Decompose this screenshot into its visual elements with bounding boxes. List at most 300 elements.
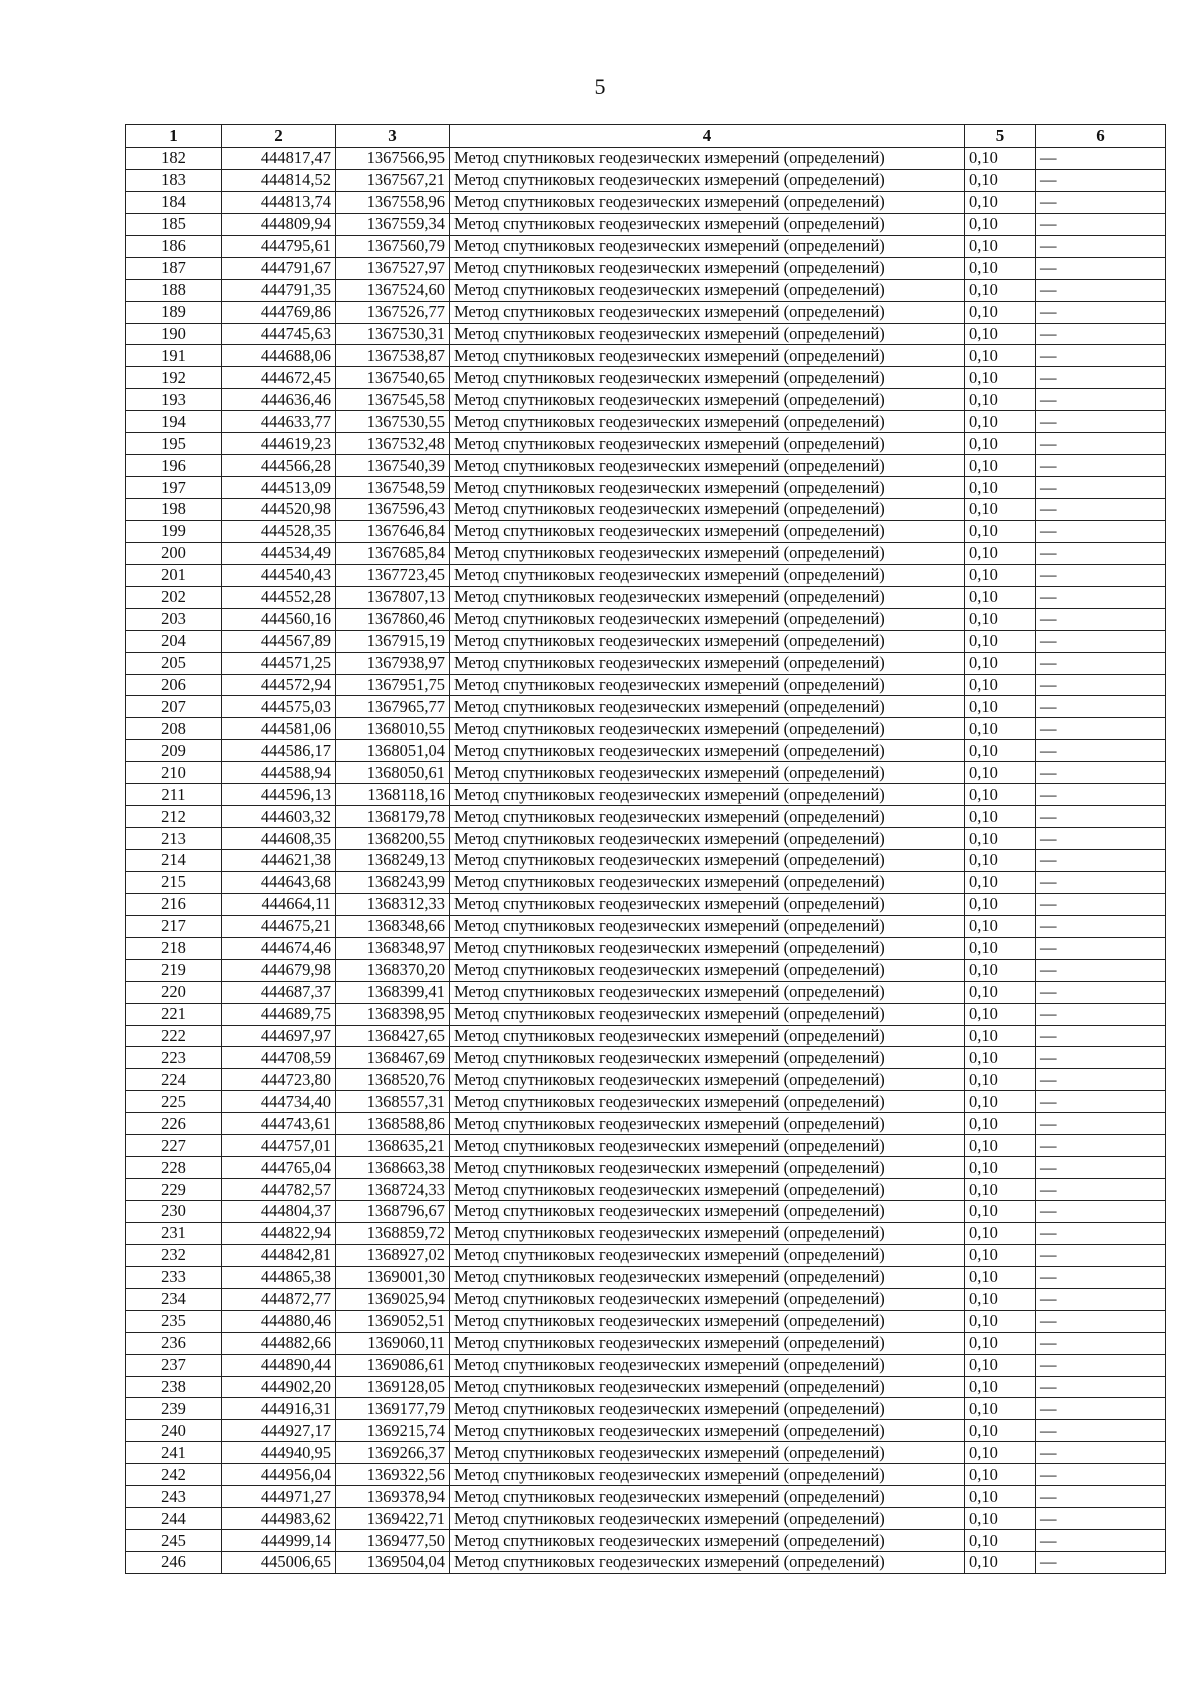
accuracy-cell: 0,10 xyxy=(965,871,1036,893)
method-cell: Метод спутниковых геодезических измерений (определений) xyxy=(450,1354,965,1376)
x-coordinate-cell: 444596,13 xyxy=(222,784,336,806)
x-coordinate-cell: 444560,16 xyxy=(222,608,336,630)
method-cell: Метод спутниковых геодезических измерений (определений) xyxy=(450,169,965,191)
point-number-cell: 241 xyxy=(126,1442,222,1464)
method-cell: Метод спутниковых геодезических измерений (определений) xyxy=(450,564,965,586)
point-number-cell: 186 xyxy=(126,235,222,257)
method-cell: Метод спутниковых геодезических измерений (определений) xyxy=(450,1157,965,1179)
x-coordinate-cell: 444575,03 xyxy=(222,696,336,718)
note-cell: — xyxy=(1036,191,1166,213)
x-coordinate-cell: 444872,77 xyxy=(222,1288,336,1310)
column-header-6: 6 xyxy=(1036,125,1166,148)
table-row xyxy=(126,806,1166,828)
y-coordinate-cell: 1367548,59 xyxy=(336,477,450,499)
y-coordinate-cell: 1367540,65 xyxy=(336,367,450,389)
accuracy-cell: 0,10 xyxy=(965,1464,1036,1486)
method-cell: Метод спутниковых геодезических измерений (определений) xyxy=(450,1486,965,1508)
method-cell: Метод спутниковых геодезических измерений (определений) xyxy=(450,937,965,959)
table-row xyxy=(126,718,1166,740)
method-cell: Метод спутниковых геодезических измерений (определений) xyxy=(450,213,965,235)
x-coordinate-cell: 444880,46 xyxy=(222,1310,336,1332)
accuracy-cell: 0,10 xyxy=(965,1420,1036,1442)
table-row xyxy=(126,301,1166,323)
point-number-cell: 199 xyxy=(126,520,222,542)
point-number-cell: 227 xyxy=(126,1135,222,1157)
y-coordinate-cell: 1367567,21 xyxy=(336,169,450,191)
x-coordinate-cell: 444743,61 xyxy=(222,1113,336,1135)
point-number-cell: 187 xyxy=(126,257,222,279)
accuracy-cell: 0,10 xyxy=(965,1179,1036,1201)
point-number-cell: 184 xyxy=(126,191,222,213)
y-coordinate-cell: 1367526,77 xyxy=(336,301,450,323)
method-cell: Метод спутниковых геодезических измерений (определений) xyxy=(450,301,965,323)
table-row xyxy=(126,740,1166,762)
point-number-cell: 242 xyxy=(126,1464,222,1486)
point-number-cell: 207 xyxy=(126,696,222,718)
point-number-cell: 204 xyxy=(126,630,222,652)
table-row xyxy=(126,1442,1166,1464)
note-cell: — xyxy=(1036,1069,1166,1091)
table-row xyxy=(126,1201,1166,1223)
x-coordinate-cell: 444971,27 xyxy=(222,1486,336,1508)
accuracy-cell: 0,10 xyxy=(965,981,1036,1003)
x-coordinate-cell: 444902,20 xyxy=(222,1376,336,1398)
point-number-cell: 198 xyxy=(126,499,222,521)
y-coordinate-cell: 1368370,20 xyxy=(336,959,450,981)
accuracy-cell: 0,10 xyxy=(965,1222,1036,1244)
method-cell: Метод спутниковых геодезических измерений (определений) xyxy=(450,871,965,893)
note-cell: — xyxy=(1036,367,1166,389)
accuracy-cell: 0,10 xyxy=(965,279,1036,301)
method-cell: Метод спутниковых геодезических измерений (определений) xyxy=(450,1332,965,1354)
table-row xyxy=(126,1288,1166,1310)
accuracy-cell: 0,10 xyxy=(965,674,1036,696)
y-coordinate-cell: 1369504,04 xyxy=(336,1552,450,1574)
y-coordinate-cell: 1369266,37 xyxy=(336,1442,450,1464)
note-cell: — xyxy=(1036,959,1166,981)
y-coordinate-cell: 1367538,87 xyxy=(336,345,450,367)
coordinates-table xyxy=(125,124,1166,1574)
method-cell: Метод спутниковых геодезических измерений (определений) xyxy=(450,542,965,564)
point-number-cell: 190 xyxy=(126,323,222,345)
accuracy-cell: 0,10 xyxy=(965,235,1036,257)
point-number-cell: 211 xyxy=(126,784,222,806)
table-row xyxy=(126,564,1166,586)
accuracy-cell: 0,10 xyxy=(965,1508,1036,1530)
point-number-cell: 183 xyxy=(126,169,222,191)
point-number-cell: 189 xyxy=(126,301,222,323)
method-cell: Метод спутниковых геодезических измерений (определений) xyxy=(450,345,965,367)
note-cell: — xyxy=(1036,740,1166,762)
table-row xyxy=(126,1091,1166,1113)
note-cell: — xyxy=(1036,169,1166,191)
x-coordinate-cell: 444795,61 xyxy=(222,235,336,257)
note-cell: — xyxy=(1036,1266,1166,1288)
y-coordinate-cell: 1368588,86 xyxy=(336,1113,450,1135)
x-coordinate-cell: 444687,37 xyxy=(222,981,336,1003)
x-coordinate-cell: 444782,57 xyxy=(222,1179,336,1201)
note-cell: — xyxy=(1036,762,1166,784)
note-cell: — xyxy=(1036,1025,1166,1047)
accuracy-cell: 0,10 xyxy=(965,1113,1036,1135)
point-number-cell: 220 xyxy=(126,981,222,1003)
y-coordinate-cell: 1368796,67 xyxy=(336,1201,450,1223)
x-coordinate-cell: 444809,94 xyxy=(222,213,336,235)
x-coordinate-cell: 444708,59 xyxy=(222,1047,336,1069)
method-cell: Метод спутниковых геодезических измерений (определений) xyxy=(450,981,965,1003)
table-row xyxy=(126,1003,1166,1025)
table-row xyxy=(126,871,1166,893)
table-row xyxy=(126,1464,1166,1486)
note-cell: — xyxy=(1036,871,1166,893)
accuracy-cell: 0,10 xyxy=(965,499,1036,521)
column-header-3: 3 xyxy=(336,125,450,148)
x-coordinate-cell: 444674,46 xyxy=(222,937,336,959)
accuracy-cell: 0,10 xyxy=(965,586,1036,608)
note-cell: — xyxy=(1036,455,1166,477)
point-number-cell: 224 xyxy=(126,1069,222,1091)
y-coordinate-cell: 1367646,84 xyxy=(336,520,450,542)
point-number-cell: 201 xyxy=(126,564,222,586)
point-number-cell: 191 xyxy=(126,345,222,367)
table-row xyxy=(126,542,1166,564)
y-coordinate-cell: 1368557,31 xyxy=(336,1091,450,1113)
table-row xyxy=(126,1157,1166,1179)
method-cell: Метод спутниковых геодезических измерений (определений) xyxy=(450,279,965,301)
y-coordinate-cell: 1367951,75 xyxy=(336,674,450,696)
note-cell: — xyxy=(1036,279,1166,301)
x-coordinate-cell: 444956,04 xyxy=(222,1464,336,1486)
method-cell: Метод спутниковых геодезических измерений (определений) xyxy=(450,1091,965,1113)
accuracy-cell: 0,10 xyxy=(965,1244,1036,1266)
accuracy-cell: 0,10 xyxy=(965,345,1036,367)
point-number-cell: 229 xyxy=(126,1179,222,1201)
table-row xyxy=(126,235,1166,257)
y-coordinate-cell: 1368398,95 xyxy=(336,1003,450,1025)
method-cell: Метод спутниковых геодезических измерений (определений) xyxy=(450,1376,965,1398)
method-cell: Метод спутниковых геодезических измерений (определений) xyxy=(450,1201,965,1223)
table-row xyxy=(126,1047,1166,1069)
point-number-cell: 215 xyxy=(126,871,222,893)
point-number-cell: 221 xyxy=(126,1003,222,1025)
point-number-cell: 225 xyxy=(126,1091,222,1113)
point-number-cell: 244 xyxy=(126,1508,222,1530)
x-coordinate-cell: 444734,40 xyxy=(222,1091,336,1113)
y-coordinate-cell: 1367723,45 xyxy=(336,564,450,586)
accuracy-cell: 0,10 xyxy=(965,477,1036,499)
x-coordinate-cell: 444672,45 xyxy=(222,367,336,389)
point-number-cell: 208 xyxy=(126,718,222,740)
accuracy-cell: 0,10 xyxy=(965,389,1036,411)
x-coordinate-cell: 444814,52 xyxy=(222,169,336,191)
x-coordinate-cell: 444983,62 xyxy=(222,1508,336,1530)
x-coordinate-cell: 444723,80 xyxy=(222,1069,336,1091)
x-coordinate-cell: 444689,75 xyxy=(222,1003,336,1025)
method-cell: Метод спутниковых геодезических измерений (определений) xyxy=(450,828,965,850)
accuracy-cell: 0,10 xyxy=(965,630,1036,652)
note-cell: — xyxy=(1036,806,1166,828)
note-cell: — xyxy=(1036,981,1166,1003)
method-cell: Метод спутниковых геодезических измерений (определений) xyxy=(450,586,965,608)
point-number-cell: 234 xyxy=(126,1288,222,1310)
x-coordinate-cell: 444513,09 xyxy=(222,477,336,499)
method-cell: Метод спутниковых геодезических измерений (определений) xyxy=(450,1288,965,1310)
table-row xyxy=(126,1354,1166,1376)
point-number-cell: 236 xyxy=(126,1332,222,1354)
point-number-cell: 240 xyxy=(126,1420,222,1442)
method-cell: Метод спутниковых геодезических измерений (определений) xyxy=(450,411,965,433)
method-cell: Метод спутниковых геодезических измерений (определений) xyxy=(450,1047,965,1069)
x-coordinate-cell: 444769,86 xyxy=(222,301,336,323)
note-cell: — xyxy=(1036,1486,1166,1508)
accuracy-cell: 0,10 xyxy=(965,784,1036,806)
table-row xyxy=(126,279,1166,301)
method-cell: Метод спутниковых геодезических измерений (определений) xyxy=(450,520,965,542)
note-cell: — xyxy=(1036,1222,1166,1244)
point-number-cell: 212 xyxy=(126,806,222,828)
point-number-cell: 218 xyxy=(126,937,222,959)
note-cell: — xyxy=(1036,1442,1166,1464)
note-cell: — xyxy=(1036,696,1166,718)
accuracy-cell: 0,10 xyxy=(965,257,1036,279)
point-number-cell: 202 xyxy=(126,586,222,608)
y-coordinate-cell: 1367915,19 xyxy=(336,630,450,652)
x-coordinate-cell: 444916,31 xyxy=(222,1398,336,1420)
y-coordinate-cell: 1367965,77 xyxy=(336,696,450,718)
y-coordinate-cell: 1368179,78 xyxy=(336,806,450,828)
x-coordinate-cell: 444817,47 xyxy=(222,148,336,170)
point-number-cell: 196 xyxy=(126,455,222,477)
note-cell: — xyxy=(1036,1003,1166,1025)
point-number-cell: 192 xyxy=(126,367,222,389)
y-coordinate-cell: 1369378,94 xyxy=(336,1486,450,1508)
x-coordinate-cell: 444890,44 xyxy=(222,1354,336,1376)
method-cell: Метод спутниковых геодезических измерений (определений) xyxy=(450,323,965,345)
note-cell: — xyxy=(1036,1508,1166,1530)
table-row xyxy=(126,586,1166,608)
accuracy-cell: 0,10 xyxy=(965,148,1036,170)
x-coordinate-cell: 444567,89 xyxy=(222,630,336,652)
x-coordinate-cell: 444572,94 xyxy=(222,674,336,696)
method-cell: Метод спутниковых геодезических измерений (определений) xyxy=(450,696,965,718)
table-row xyxy=(126,850,1166,872)
note-cell: — xyxy=(1036,499,1166,521)
point-number-cell: 213 xyxy=(126,828,222,850)
y-coordinate-cell: 1369025,94 xyxy=(336,1288,450,1310)
x-coordinate-cell: 444822,94 xyxy=(222,1222,336,1244)
note-cell: — xyxy=(1036,389,1166,411)
y-coordinate-cell: 1369477,50 xyxy=(336,1530,450,1552)
note-cell: — xyxy=(1036,937,1166,959)
method-cell: Метод спутниковых геодезических измерений (определений) xyxy=(450,499,965,521)
note-cell: — xyxy=(1036,850,1166,872)
y-coordinate-cell: 1368520,76 xyxy=(336,1069,450,1091)
column-header-4: 4 xyxy=(450,125,965,148)
accuracy-cell: 0,10 xyxy=(965,1552,1036,1574)
note-cell: — xyxy=(1036,323,1166,345)
method-cell: Метод спутниковых геодезических измерений (определений) xyxy=(450,652,965,674)
accuracy-cell: 0,10 xyxy=(965,301,1036,323)
y-coordinate-cell: 1369001,30 xyxy=(336,1266,450,1288)
x-coordinate-cell: 444927,17 xyxy=(222,1420,336,1442)
accuracy-cell: 0,10 xyxy=(965,762,1036,784)
point-number-cell: 231 xyxy=(126,1222,222,1244)
point-number-cell: 235 xyxy=(126,1310,222,1332)
accuracy-cell: 0,10 xyxy=(965,191,1036,213)
x-coordinate-cell: 444581,06 xyxy=(222,718,336,740)
y-coordinate-cell: 1367530,55 xyxy=(336,411,450,433)
point-number-cell: 228 xyxy=(126,1157,222,1179)
accuracy-cell: 0,10 xyxy=(965,542,1036,564)
method-cell: Метод спутниковых геодезических измерений (определений) xyxy=(450,1442,965,1464)
y-coordinate-cell: 1367596,43 xyxy=(336,499,450,521)
note-cell: — xyxy=(1036,1332,1166,1354)
table-row xyxy=(126,169,1166,191)
x-coordinate-cell: 444534,49 xyxy=(222,542,336,564)
column-header-2: 2 xyxy=(222,125,336,148)
note-cell: — xyxy=(1036,1288,1166,1310)
note-cell: — xyxy=(1036,411,1166,433)
method-cell: Метод спутниковых геодезических измерений (определений) xyxy=(450,1310,965,1332)
method-cell: Метод спутниковых геодезических измерений (определений) xyxy=(450,893,965,915)
table-row xyxy=(126,674,1166,696)
note-cell: — xyxy=(1036,1113,1166,1135)
accuracy-cell: 0,10 xyxy=(965,1091,1036,1113)
table-row xyxy=(126,367,1166,389)
accuracy-cell: 0,10 xyxy=(965,1025,1036,1047)
table-row xyxy=(126,1025,1166,1047)
y-coordinate-cell: 1368467,69 xyxy=(336,1047,450,1069)
accuracy-cell: 0,10 xyxy=(965,828,1036,850)
point-number-cell: 232 xyxy=(126,1244,222,1266)
accuracy-cell: 0,10 xyxy=(965,608,1036,630)
y-coordinate-cell: 1368249,13 xyxy=(336,850,450,872)
point-number-cell: 205 xyxy=(126,652,222,674)
y-coordinate-cell: 1367527,97 xyxy=(336,257,450,279)
y-coordinate-cell: 1369128,05 xyxy=(336,1376,450,1398)
note-cell: — xyxy=(1036,652,1166,674)
method-cell: Метод спутниковых геодезических измерений (определений) xyxy=(450,1552,965,1574)
point-number-cell: 188 xyxy=(126,279,222,301)
method-cell: Метод спутниковых геодезических измерений (определений) xyxy=(450,148,965,170)
x-coordinate-cell: 444571,25 xyxy=(222,652,336,674)
note-cell: — xyxy=(1036,1179,1166,1201)
accuracy-cell: 0,10 xyxy=(965,564,1036,586)
note-cell: — xyxy=(1036,213,1166,235)
table-row xyxy=(126,1332,1166,1354)
point-number-cell: 239 xyxy=(126,1398,222,1420)
table-row xyxy=(126,148,1166,170)
note-cell: — xyxy=(1036,1354,1166,1376)
x-coordinate-cell: 444865,38 xyxy=(222,1266,336,1288)
note-cell: — xyxy=(1036,1464,1166,1486)
y-coordinate-cell: 1367530,31 xyxy=(336,323,450,345)
table-row xyxy=(126,520,1166,542)
table-row xyxy=(126,1179,1166,1201)
table-row xyxy=(126,477,1166,499)
accuracy-cell: 0,10 xyxy=(965,455,1036,477)
point-number-cell: 230 xyxy=(126,1201,222,1223)
point-number-cell: 238 xyxy=(126,1376,222,1398)
note-cell: — xyxy=(1036,784,1166,806)
table-row xyxy=(126,1113,1166,1135)
method-cell: Метод спутниковых геодезических измерений (определений) xyxy=(450,191,965,213)
x-coordinate-cell: 444608,35 xyxy=(222,828,336,850)
note-cell: — xyxy=(1036,915,1166,937)
point-number-cell: 197 xyxy=(126,477,222,499)
method-cell: Метод спутниковых геодезических измерений (определений) xyxy=(450,740,965,762)
y-coordinate-cell: 1368348,97 xyxy=(336,937,450,959)
column-header-1: 1 xyxy=(126,125,222,148)
x-coordinate-cell: 444664,11 xyxy=(222,893,336,915)
point-number-cell: 243 xyxy=(126,1486,222,1508)
note-cell: — xyxy=(1036,718,1166,740)
y-coordinate-cell: 1369177,79 xyxy=(336,1398,450,1420)
table-row xyxy=(126,762,1166,784)
method-cell: Метод спутниковых геодезических измерений (определений) xyxy=(450,1508,965,1530)
note-cell: — xyxy=(1036,608,1166,630)
y-coordinate-cell: 1367540,39 xyxy=(336,455,450,477)
method-cell: Метод спутниковых геодезических измерений (определений) xyxy=(450,915,965,937)
x-coordinate-cell: 444552,28 xyxy=(222,586,336,608)
table-row xyxy=(126,1552,1166,1574)
accuracy-cell: 0,10 xyxy=(965,1486,1036,1508)
table-row xyxy=(126,915,1166,937)
method-cell: Метод спутниковых геодезических измерений (определений) xyxy=(450,762,965,784)
y-coordinate-cell: 1368312,33 xyxy=(336,893,450,915)
accuracy-cell: 0,10 xyxy=(965,1288,1036,1310)
y-coordinate-cell: 1367558,96 xyxy=(336,191,450,213)
note-cell: — xyxy=(1036,433,1166,455)
method-cell: Метод спутниковых геодезических измерений (определений) xyxy=(450,1222,965,1244)
note-cell: — xyxy=(1036,1376,1166,1398)
y-coordinate-cell: 1369322,56 xyxy=(336,1464,450,1486)
accuracy-cell: 0,10 xyxy=(965,1266,1036,1288)
accuracy-cell: 0,10 xyxy=(965,1442,1036,1464)
accuracy-cell: 0,10 xyxy=(965,1398,1036,1420)
accuracy-cell: 0,10 xyxy=(965,1157,1036,1179)
point-number-cell: 193 xyxy=(126,389,222,411)
x-coordinate-cell: 444882,66 xyxy=(222,1332,336,1354)
table-row xyxy=(126,893,1166,915)
accuracy-cell: 0,10 xyxy=(965,411,1036,433)
y-coordinate-cell: 1369422,71 xyxy=(336,1508,450,1530)
note-cell: — xyxy=(1036,1201,1166,1223)
table-row xyxy=(126,1310,1166,1332)
table-row xyxy=(126,191,1166,213)
method-cell: Метод спутниковых геодезических измерений (определений) xyxy=(450,235,965,257)
x-coordinate-cell: 444940,95 xyxy=(222,1442,336,1464)
y-coordinate-cell: 1367532,48 xyxy=(336,433,450,455)
y-coordinate-cell: 1368051,04 xyxy=(336,740,450,762)
page-number: 5 xyxy=(594,74,606,99)
x-coordinate-cell: 444791,67 xyxy=(222,257,336,279)
point-number-cell: 226 xyxy=(126,1113,222,1135)
method-cell: Метод спутниковых геодезических измерений (определений) xyxy=(450,850,965,872)
method-cell: Метод спутниковых геодезических измерений (определений) xyxy=(450,1003,965,1025)
table-row xyxy=(126,608,1166,630)
y-coordinate-cell: 1369060,11 xyxy=(336,1332,450,1354)
point-number-cell: 237 xyxy=(126,1354,222,1376)
accuracy-cell: 0,10 xyxy=(965,169,1036,191)
accuracy-cell: 0,10 xyxy=(965,652,1036,674)
table-row xyxy=(126,1069,1166,1091)
method-cell: Метод спутниковых геодезических измерений (определений) xyxy=(450,959,965,981)
y-coordinate-cell: 1368724,33 xyxy=(336,1179,450,1201)
table-row xyxy=(126,937,1166,959)
x-coordinate-cell: 444813,74 xyxy=(222,191,336,213)
accuracy-cell: 0,10 xyxy=(965,1135,1036,1157)
